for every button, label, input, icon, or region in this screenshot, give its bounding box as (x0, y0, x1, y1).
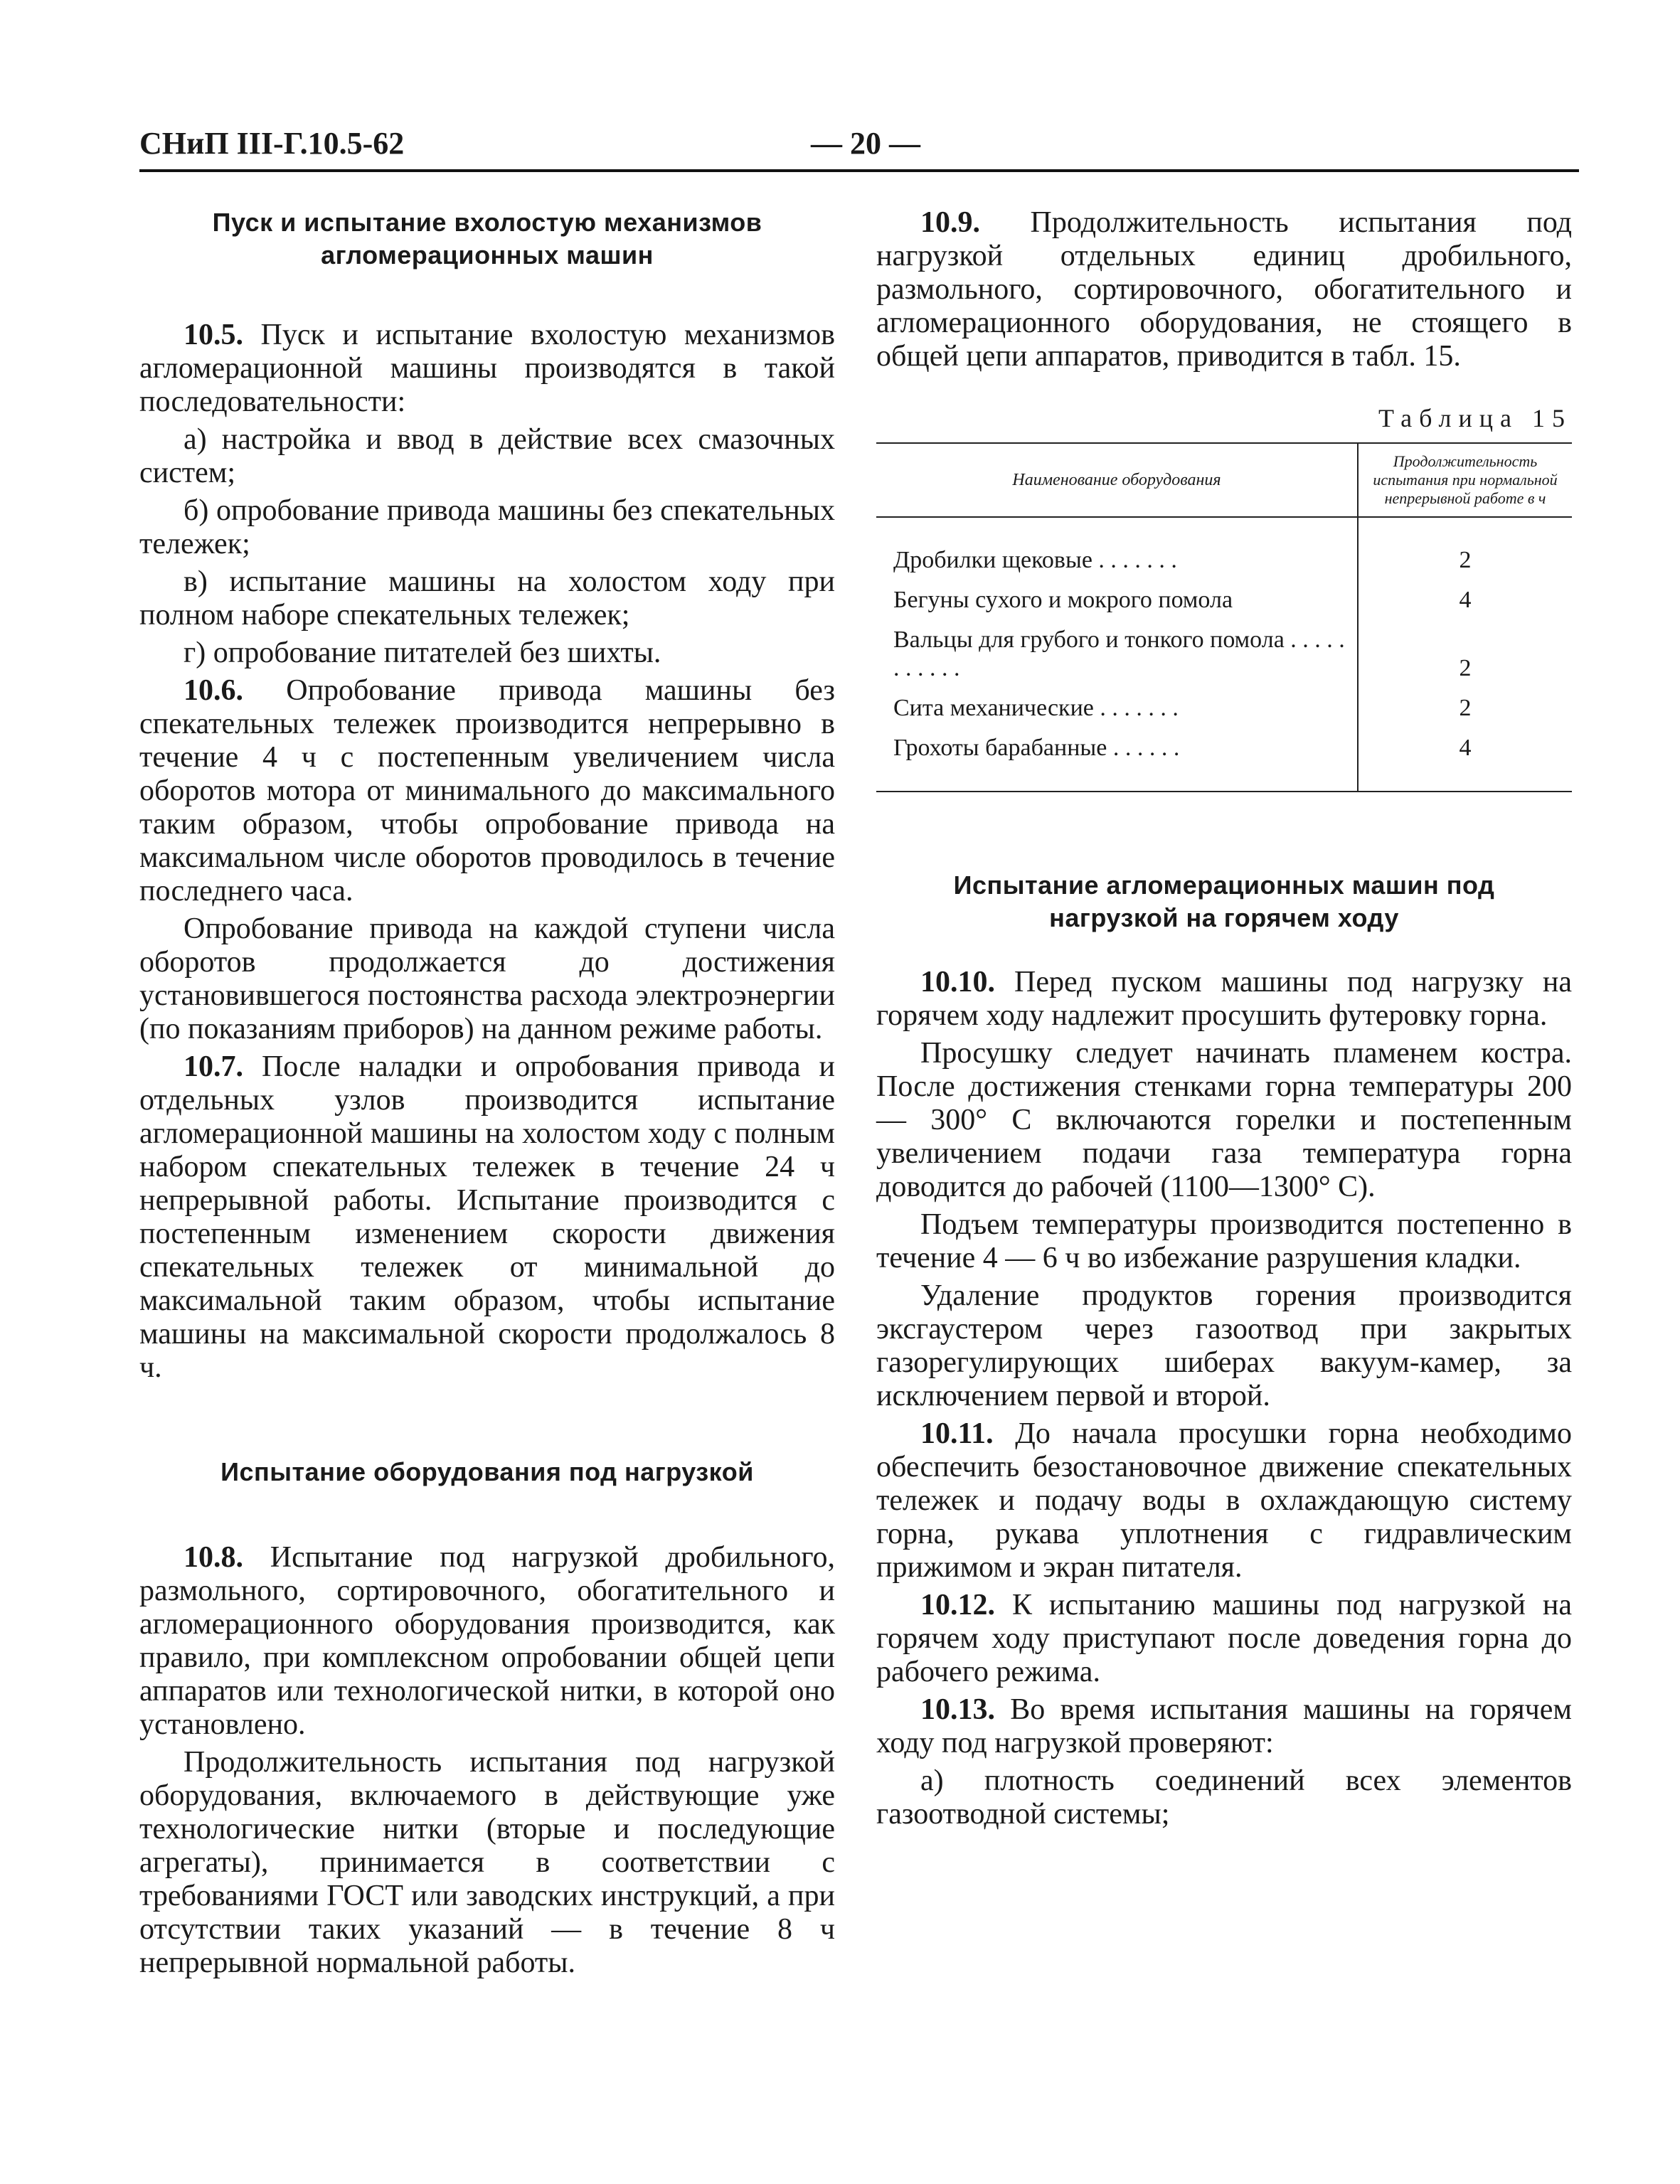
paragraph-text: До начала просушки горна необходимо обеспечить безостановочное движение спекательных тележек и подачу воды в охлаждающую систему горна, рукава уплотнения с гидравлическим прижимом и экран питателя. (876, 1417, 1572, 1584)
table-row (876, 620, 1572, 688)
paragraph-10-8 (139, 1541, 835, 1742)
equipment-name: Дробилки щековые . . . . . . . (893, 547, 1177, 573)
paragraph: Подъем температуры производится постепенно в течение 4 — 6 ч во избежание разрушения кладки. (876, 1208, 1572, 1274)
paragraph-10-13 (876, 1693, 1572, 1760)
list-item: б) опробование привода машины без спекательных тележек; (139, 494, 835, 560)
list-item: а) настройка и ввод в действие всех смазочных систем; (139, 423, 835, 489)
clause-number: 10.5. (184, 319, 243, 351)
equipment-name: Сита механические . . . . . . . (893, 695, 1179, 721)
paragraph: Удаление продуктов горения производится эксгаустером через газоотвод при закрытых газорегулирующих шиберах вакуум-камер, за исключением первой и второй. (876, 1279, 1572, 1412)
paragraph-text: Испытание под нагрузкой дробильного, размольного, сортировочного, обогатительного и агломерационного оборудования производится, как правило, при комплексном опробовании общей цепи аппаратов или технологической нитки, в которой оно установлено. (139, 1541, 835, 1741)
list-item: г) опробование питателей без шихты. (184, 636, 661, 669)
paragraph-10-5 (139, 319, 835, 419)
paragraph-10-12 (876, 1589, 1572, 1689)
duration-value: 4 (1358, 728, 1572, 792)
paragraph-text: Пуск и испытание вхолостую механизмов агломерационной машины производятся в такой последовательности: (139, 319, 836, 418)
paragraph-text: Опробование привода машины без спекательных тележек производится непрерывно в течение 4 ч с постепенным увеличением числа оборотов мотора от минимального до максимального таким образом, чтобы опробование привода на максимальном числе оборотов проводилось в течение последнего часа. (139, 674, 835, 907)
header-rule (139, 169, 1579, 172)
duration-value: 2 (1358, 517, 1572, 580)
clause-number: 10.11. (920, 1417, 994, 1450)
clause-number: 10.6. (184, 674, 243, 707)
page-header (139, 125, 1579, 168)
paragraph-text: Во время испытания машины на горячем ходу под нагрузкой проверяют: (876, 1693, 1573, 1759)
paragraph: Опробование привода на каждой ступени числа оборотов продолжается до достижения установившегося постоянства расхода электроэнергии (по показаниям приборов) на данном режиме работы. (139, 912, 835, 1045)
clause-number: 10.10. (920, 966, 995, 998)
equipment-name: Грохоты барабанные . . . . . . (893, 735, 1180, 761)
paragraph-10-9 (876, 206, 1572, 373)
table-row (876, 728, 1572, 792)
right-column (876, 206, 1572, 1831)
duration-table (876, 442, 1572, 792)
clause-number: 10.8. (184, 1541, 243, 1574)
section-heading: Пуск и испытание вхолостую механизмов агломерационных машин (212, 208, 762, 270)
paragraph-10-11 (876, 1417, 1572, 1584)
paragraph-text: После наладки и опробования привода и отдельных узлов производится испытание агломерационной машины на холостом ходу с полным набором спекательных тележек в течение 24 ч непрерывной работы. Испытание производится с постепенным изменением скорости движения спекательных тележек от минимальной до максимальной таким образом, чтобы испытание машины на максимальной скорости продолжалось 8 ч. (139, 1050, 836, 1384)
table-row (876, 688, 1572, 728)
left-column (139, 206, 835, 1980)
document-code: СНиП III-Г.10.5-62 (139, 126, 405, 161)
list-item: в) испытание машины на холостом ходу при полном наборе спекательных тележек; (139, 565, 835, 632)
equipment-name: Вальцы для грубого и тонкого помола . . . . . . . . . . . (893, 627, 1345, 681)
clause-number: 10.13. (920, 1693, 995, 1726)
clause-number: 10.7. (184, 1050, 243, 1083)
table-header-duration: Продолжительность испытания при нормальной непрерывной работе в ч (1358, 443, 1572, 517)
page-number: — 20 — (811, 126, 920, 161)
table-header-name: Наименование оборудования (876, 443, 1358, 517)
duration-value: 2 (1358, 620, 1572, 688)
table-row (876, 580, 1572, 620)
duration-value: 4 (1358, 580, 1572, 620)
duration-value: 2 (1358, 688, 1572, 728)
list-item: а) плотность соединений всех элементов газоотводной системы; (876, 1764, 1572, 1831)
paragraph-10-10 (876, 966, 1572, 1033)
paragraph-text: Перед пуском машины под нагрузку на горячем ходу надлежит просушить футеровку горна. (876, 966, 1572, 1032)
paragraph-10-6 (139, 674, 835, 908)
paragraph-text: Продолжительность испытания под нагрузкой отдельных единиц дробильного, размольного, сортировочного, обогатительного и агломерационного оборудования, не стоящего в общей цепи аппаратов, приводится в табл. 15. (876, 206, 1572, 373)
section-heading: Испытание оборудования под нагрузкой (220, 1457, 754, 1486)
paragraph-text: К испытанию машины под нагрузкой на горячем ходу приступают после доведения горна до рабочего режима. (876, 1589, 1572, 1688)
clause-number: 10.12. (920, 1589, 995, 1621)
paragraph-10-7 (139, 1050, 835, 1385)
clause-number: 10.9. (920, 206, 980, 239)
table-row (876, 517, 1572, 580)
paragraph: Продолжительность испытания под нагрузкой оборудования, включаемого в действующие уже технологические нитки (вторые и последующие агрегаты), принимается в соответствии с требованиями ГОСТ или заводских инструкций, а при отсутствии таких указаний — в течение 8 ч непрерывной нормальной работы. (139, 1746, 835, 1979)
table-caption: Таблица 15 (1378, 404, 1572, 432)
equipment-name: Бегуны сухого и мокрого помола (893, 587, 1233, 613)
section-heading: Испытание агломерационных машин под нагрузкой на горячем ходу (953, 870, 1495, 932)
paragraph: Просушку следует начинать пламенем костра. После достижения стенками горна температуры 200 — 300° С включаются горелки и постепенным увеличением подачи газа температура горна доводится до рабочей (1100—1300° С). (876, 1037, 1572, 1203)
